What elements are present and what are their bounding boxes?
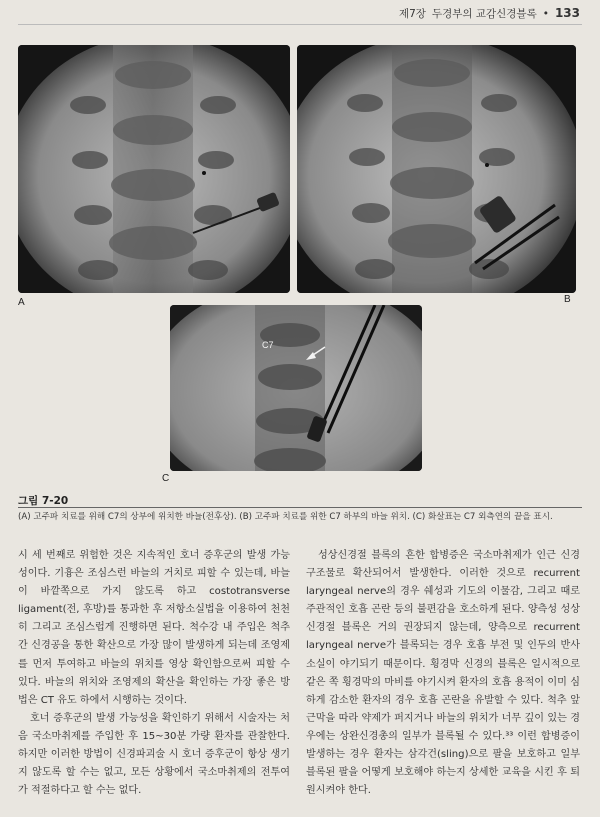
figure-caption-text: (A) 고주파 치료를 위해 C7의 상부에 위치한 바늘(전후상). (B) 고주파 치료를 위한 C7 하부의 바늘 위치. (C) 화살표는 C7 외측연의 끝을 표시.: [18, 512, 553, 522]
page-number: 133: [554, 6, 580, 20]
section-title: 두경부의 교감신경블록: [431, 8, 537, 20]
right-paragraph-1: 성상신경절 블록의 흔한 합병증은 국소마취제가 인근 신경구조물로 확산되어서 발생한다. 이러한 것으로 recurrent laryngeal nerve의 경우 쉐성과 기도의 이물감, 그리고 때로 주관적인 호흡 곤란 등의 불편감을 호소하게 된다. 양측성 성상신경절 블록은 거의 권장되지 않는데, 양측으로 recurrent laryngeal nerve가 블록되는 경우 호흡 부전 및 인두의 반사 소실이 야기되기 때문이다. 횡경막 신경의 블록은 일시적으로 같은 쪽 횡경막의 마비를 야기시켜 환자의 호흡 용적이 이미 심하게 감소한 환자의 경우 호흡 곤란을 유발할 수 있다. 척추 앞 근막을 따라 약제가 퍼지거나 바늘의 위치가 너무 깊이 있는 경우에는 상완신경총의 일부가 블록될 수 있다.³³ 이런 합병증이 발생하는 경우 환자는 삼각건(sling)으로 팔을 보호하고 일부 블록된 팔을 어떻게 보호해야 하는지 상세한 교육을 시킨 후 퇴원시켜야 한다.: [306, 550, 580, 797]
figure-panel-a-xray: [18, 45, 290, 293]
left-paragraph-1: 시 세 번째로 위험한 것은 지속적인 호너 증후군의 발생 가능성이다. 기흉은 조심스런 바늘의 거치로 피할 수 있는데, 바늘이 바깥쪽으로 가지 않도록 하고 costotransverse ligament(전, 후방)를 통과한 후 저항소실법을 이용하여 천천히 그리고 조심스럽게 진행하면 된다. 척수강 내 주입은 척추간 신경공을 통한 확산으로 가장 많이 발생하게 되는데 조영제를 먼저 투여하고 바늘의 위치를 영상 확인함으로써 피할 수 있다. 바늘의 위치와 조영제의 확산을 확인하는 가장 좋은 방법은 CT 유도 하에서 시행하는 것이다.: [18, 550, 290, 706]
figure-panel-c-xray: [170, 305, 422, 471]
panel-label-b: B: [564, 294, 571, 305]
caption-divider: [18, 507, 582, 508]
chapter-label: 제7장: [398, 8, 426, 20]
body-left-column: [18, 547, 290, 800]
panel-label-a: A: [18, 297, 25, 308]
figure-panel-b-xray: [297, 45, 576, 293]
panel-label-c: C: [162, 473, 170, 484]
xray-image-b: [297, 45, 576, 293]
xray-image-a: [18, 45, 290, 293]
c7-annotation: C7: [262, 340, 274, 350]
header-divider: [18, 24, 582, 25]
figure-caption-title: 그림 7-20: [18, 495, 69, 507]
xray-image-c: [170, 305, 422, 471]
body-right-column: [306, 547, 580, 800]
left-paragraph-2: 호너 증후군의 발생 가능성을 확인하기 위해서 시술자는 처음 국소마취제를 주입한 후 15~30분 가량 환자를 관찰한다. 하지만 이러한 방법이 신경파괴술 시 호너 증후군이 항상 생기지 않도록 할 수는 없고, 모든 상황에서 국소마취제의 전투여가 적절하다고 할 수는 없다.: [18, 712, 290, 797]
running-header: [399, 6, 580, 21]
header-bullet: •: [542, 8, 549, 20]
